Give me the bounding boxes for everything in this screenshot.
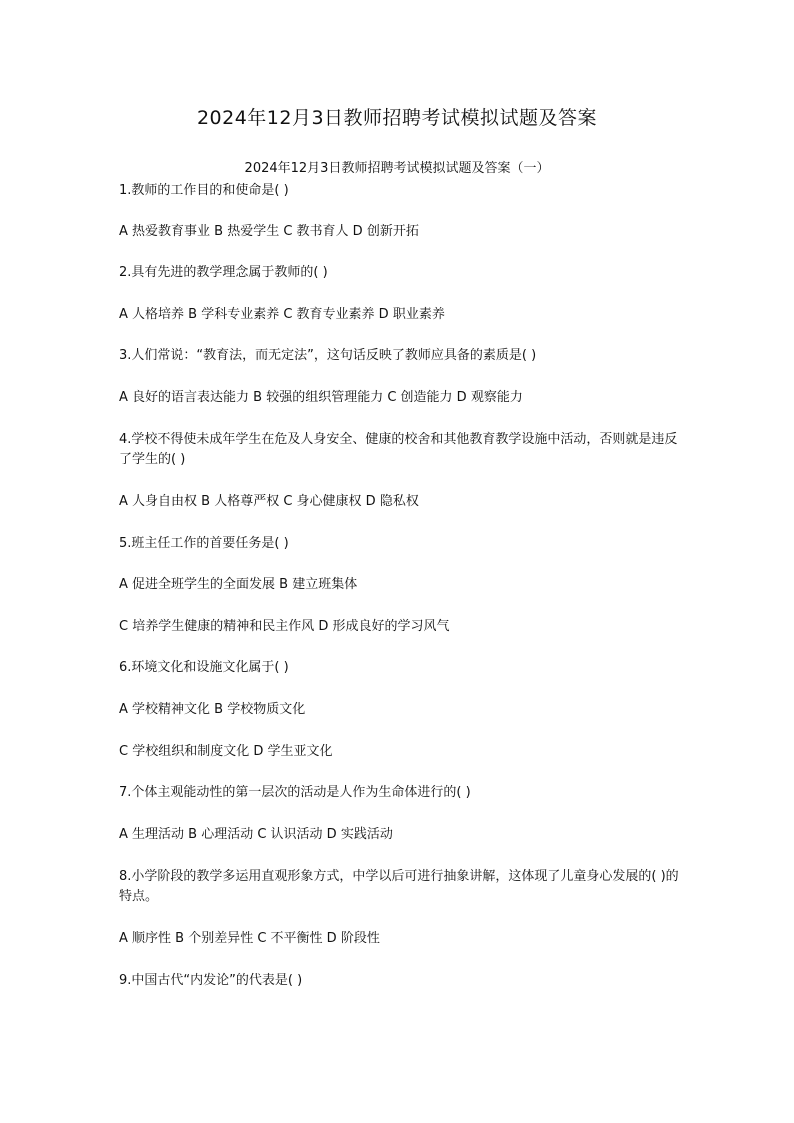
question-8-options: A 顺序性 B 个别差异性 C 不平衡性 D 阶段性: [119, 931, 380, 946]
question-6: 6.环境文化和设施文化属于( ): [119, 660, 289, 675]
question-9: 9.中国古代“内发论”的代表是( ): [119, 973, 303, 988]
question-6-options-ab: A 学校精神文化 B 学校物质文化: [119, 702, 306, 717]
question-7-options: A 生理活动 B 心理活动 C 认识活动 D 实践活动: [119, 827, 393, 842]
question-1: 1.教师的工作目的和使命是( ): [119, 183, 289, 198]
question-1-options: A 热爱教育事业 B 热爱学生 C 教书育人 D 创新开拓: [119, 224, 419, 239]
question-4-options: A 人身自由权 B 人格尊严权 C 身心健康权 D 隐私权: [119, 494, 419, 509]
question-5-options-ab: A 促进全班学生的全面发展 B 建立班集体: [119, 577, 358, 592]
question-8: 8.小学阶段的教学多运用直观形象方式，中学以后可进行抽象讲解，这体现了儿童身心发展的( )的特点。: [119, 869, 679, 904]
question-2-options: A 人格培养 B 学科专业素养 C 教育专业素养 D 职业素养: [119, 307, 445, 322]
question-6-options-cd: C 学校组织和制度文化 D 学生亚文化: [119, 744, 333, 759]
question-3-options: A 良好的语言表达能力 B 较强的组织管理能力 C 创造能力 D 观察能力: [119, 390, 523, 405]
question-4: 4.学校不得使未成年学生在危及人身安全、健康的校舍和其他教育教学设施中活动，否则就是违反了学生的( ): [119, 432, 678, 467]
document-title: 2024年12月3日教师招聘考试模拟试题及答案: [196, 107, 598, 129]
question-7: 7.个体主观能动性的第一层次的活动是人作为生命体进行的( ): [119, 785, 471, 800]
document-subtitle: 2024年12月3日教师招聘考试模拟试题及答案（一）: [244, 161, 550, 176]
question-2: 2.具有先进的教学理念属于教师的( ): [119, 265, 328, 280]
question-5-options-cd: C 培养学生健康的精神和民主作风 D 形成良好的学习风气: [119, 619, 450, 634]
question-3: 3.人们常说：“教育法，而无定法”，这句话反映了教师应具备的素质是( ): [119, 348, 537, 363]
question-5: 5.班主任工作的首要任务是( ): [119, 536, 289, 551]
